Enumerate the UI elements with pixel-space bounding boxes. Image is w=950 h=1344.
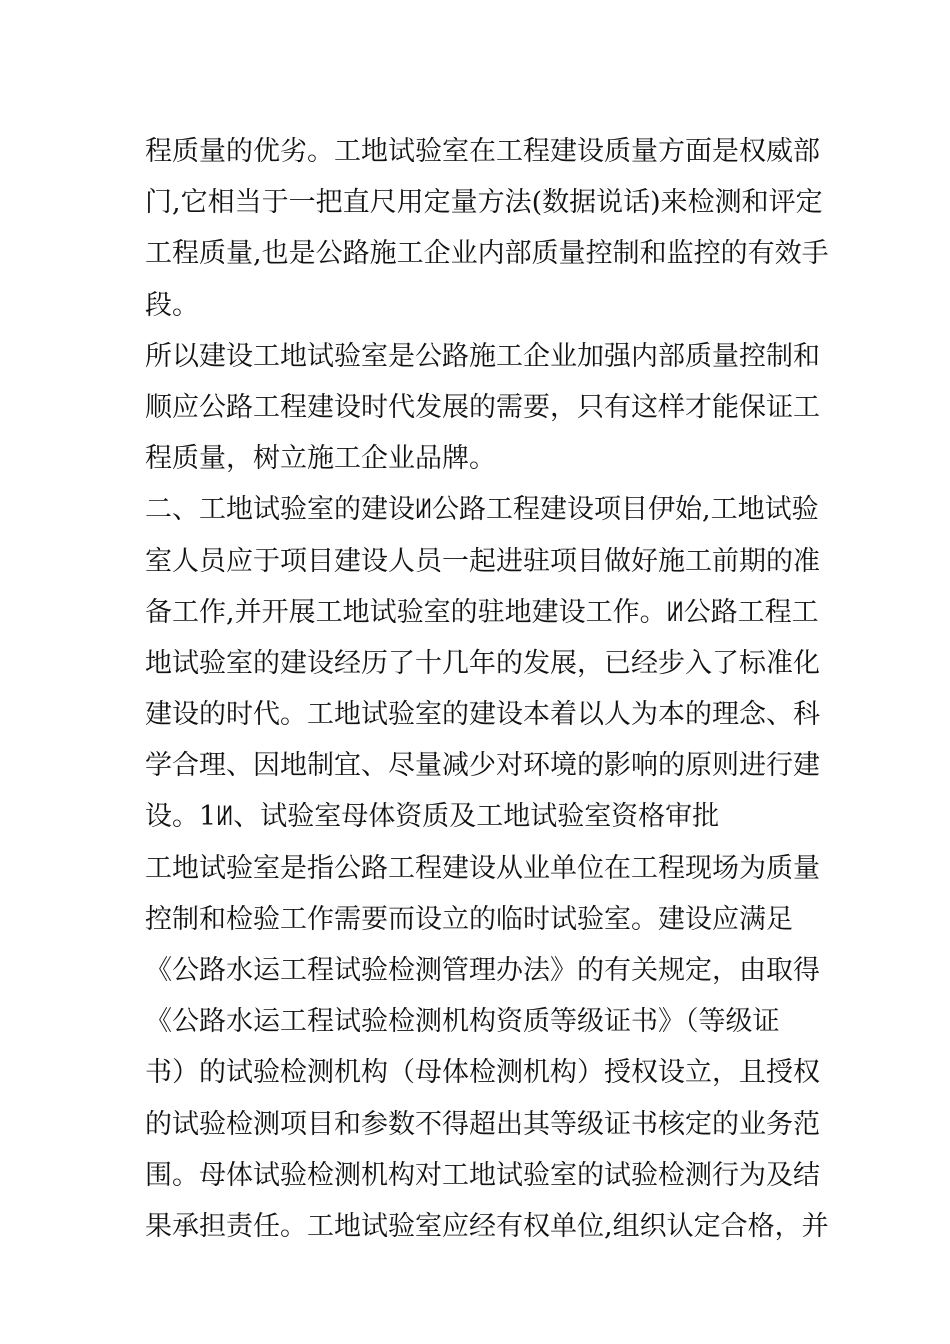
- text-line: 《公路水运工程试验检测管理办法》的有关规定，由取得: [145, 955, 820, 986]
- body-text: [145, 126, 829, 1252]
- text-line: 门,它相当于一把直尺用定量方法(数据说话)来检测和评定: [145, 187, 823, 219]
- text-line: 地试验室的建设经历了十几年的发展，已经步入了标准化: [145, 647, 820, 679]
- text-line: 二、工地试验室的建设ꖦ公路工程建设项目伊始,工地试验: [145, 494, 819, 526]
- text-line: 室人员应于项目建设人员一起进驻项目做好施工前期的准: [145, 545, 820, 577]
- text-line: 程质量，树立施工企业品牌。: [145, 443, 496, 475]
- text-line: 所以建设工地试验室是公路施工企业加强内部质量控制和: [145, 340, 820, 372]
- text-line: 控制和检验工作需要而设立的临时试验室。建设应满足: [145, 903, 793, 935]
- text-line: 围。母体试验检测机构对工地试验室的试验检测行为及结: [145, 1159, 820, 1191]
- text-line: 顺应公路工程建设时代发展的需要，只有这样才能保证工: [145, 391, 820, 423]
- text-line: 学合理、因地制宜、尽量减少对环境的影响的原则进行建: [145, 750, 820, 782]
- text-line: 《公路水运工程试验检测机构资质等级证书》（等级证: [145, 1006, 780, 1038]
- text-line: 的试验检测项目和参数不得超出其等级证书核定的业务范: [145, 1108, 820, 1140]
- text-line: 书）的试验检测机构（母体检测机构）授权设立，且授权: [145, 1057, 820, 1089]
- text-line: 果承担责任。工地试验室应经有权单位,组织认定合格，并: [145, 1210, 829, 1242]
- text-line: 程质量的优劣。工地试验室在工程建设质量方面是权威部: [145, 136, 820, 167]
- text-line: 设。1ꖦ、试验室母体资质及工地试验室资格审批: [145, 801, 720, 833]
- text-line: 建设的时代。工地试验室的建设本着以人为本的理念、科: [145, 699, 820, 731]
- text-line: 备工作,并开展工地试验室的驻地建设工作。ꖦ公路工程工: [145, 596, 819, 628]
- text-line: 工程质量,也是公路施工企业内部质量控制和监控的有效手: [145, 238, 829, 270]
- text-line: 工地试验室是指公路工程建设从业单位在工程现场为质量: [145, 852, 820, 884]
- text-line: 段。: [145, 289, 199, 321]
